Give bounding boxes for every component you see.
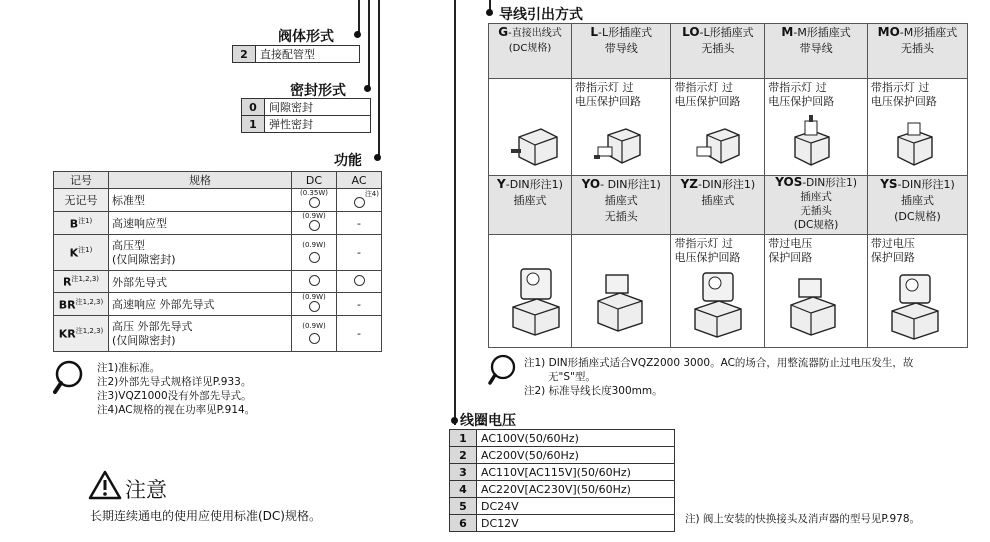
valve-device-icon xyxy=(693,119,745,167)
valve-device-icon xyxy=(888,117,940,169)
option-label: 间隙密封 xyxy=(265,99,371,116)
func-spec: 高速响应型 xyxy=(109,212,292,235)
table-row xyxy=(54,212,382,235)
din-connector-icon xyxy=(886,273,946,343)
available-mark xyxy=(309,252,320,263)
func-spec: 高压型 (仅间隙密封) xyxy=(109,235,292,271)
wiring-option: YO- DIN形注1) 插座式 无插头 xyxy=(572,176,671,235)
available-mark xyxy=(309,301,320,312)
option-label: DC24V xyxy=(477,498,675,515)
table-row xyxy=(54,316,382,352)
wiring-option: L-L形插座式 带导线 xyxy=(572,24,671,79)
option-code: 3 xyxy=(450,464,477,481)
wiring-cell xyxy=(489,79,572,176)
valve-device-icon xyxy=(785,115,837,169)
wiring-option: YZ-DIN形注1) 插座式 xyxy=(671,176,765,235)
option-code: 1 xyxy=(242,116,265,133)
seal-table xyxy=(241,98,371,133)
coil-table xyxy=(449,429,675,532)
valve-device-icon xyxy=(511,119,563,167)
wiring-option: MO-M形插座式 无插头 xyxy=(867,24,967,79)
wiring-option: LO-L形插座式 无插头 xyxy=(671,24,765,79)
table-row xyxy=(54,271,382,293)
wiring-caption: 带指示灯 过 电压保护回路 xyxy=(674,237,741,264)
function-table xyxy=(53,171,382,352)
caution-text: 长期连续通电的使用应使用标准(DC)规格。 xyxy=(90,509,321,523)
available-mark xyxy=(309,275,320,286)
din-connector-icon xyxy=(689,271,749,341)
left-note: 注2)外部先导式规格详见P.933。 xyxy=(97,376,252,388)
available-mark xyxy=(309,333,320,344)
dc-power: (0.9W) xyxy=(302,241,326,249)
wiring-cell xyxy=(671,79,765,176)
seal-title: 密封形式 xyxy=(290,83,346,99)
wiring-cell xyxy=(489,235,572,348)
din-connector-icon xyxy=(507,263,567,339)
available-mark xyxy=(309,197,320,208)
func-code: BR$^{注1,2,3)}$ xyxy=(54,293,109,316)
marker-dot xyxy=(486,9,493,16)
dc-cell xyxy=(292,316,337,352)
warning-icon xyxy=(88,470,122,500)
wiring-title: 导线引出方式 xyxy=(499,7,583,23)
option-code: 1 xyxy=(450,430,477,447)
valve-device-icon xyxy=(594,119,646,167)
table-row xyxy=(233,46,360,63)
header-dc: DC xyxy=(292,172,337,189)
dc-power: (0.35W) xyxy=(300,189,328,197)
wiring-image-row xyxy=(489,79,968,176)
table-row xyxy=(450,498,675,515)
dc-power: (0.9W) xyxy=(302,322,326,330)
wiring-option: YOS-DIN形注1) 插座式 无插头 (DC规格) xyxy=(765,176,868,235)
option-label: 直接配管型 xyxy=(256,46,360,63)
option-label: AC110V[AC115V](50/60Hz) xyxy=(477,464,675,481)
available-mark xyxy=(354,275,365,286)
table-row xyxy=(450,464,675,481)
table-row xyxy=(450,515,675,532)
wiring-caption: 带指示灯 过 电压保护回路 xyxy=(768,81,835,108)
wiring-caption: 带过电压 保护回路 xyxy=(870,237,915,264)
wiring-cell xyxy=(867,79,967,176)
available-mark xyxy=(309,220,320,231)
option-label: 弹性密封 xyxy=(265,116,371,133)
wiring-caption: 带指示灯 过 电压保护回路 xyxy=(575,81,642,108)
wiring-note: 注1) DIN形插座式适合VQZ2000 3000。AC的场合，用整流器防止过电压发生，故 xyxy=(524,357,914,369)
function-title: 功能 xyxy=(334,153,362,169)
option-label: DC12V xyxy=(477,515,675,532)
wiring-cell xyxy=(572,235,671,348)
header-ac: AC xyxy=(337,172,382,189)
option-label: AC100V(50/60Hz) xyxy=(477,430,675,447)
header-code: 记号 xyxy=(54,172,109,189)
func-code: $B^{注1)}$ xyxy=(54,212,109,235)
option-code: 4 xyxy=(450,481,477,498)
left-note: 注3)VQZ1000没有外部先导式。 xyxy=(97,390,252,402)
caution-title: 注意 xyxy=(125,478,167,502)
dc-power: (0.9W) xyxy=(302,293,326,301)
wiring-option: YS-DIN形注1) 插座式 (DC规格) xyxy=(867,176,967,235)
left-note: 注1)准标准。 xyxy=(97,362,161,374)
func-spec: 外部先导式 xyxy=(109,271,292,293)
table-row xyxy=(242,116,371,133)
wiring-option: M-M形插座式 带导线 xyxy=(765,24,868,79)
wiring-cell xyxy=(765,79,868,176)
wiring-option: G-直接出线式 (DC规格) xyxy=(489,24,572,79)
option-code: 5 xyxy=(450,498,477,515)
wiring-cell xyxy=(765,235,868,348)
valve-body-table xyxy=(232,45,360,63)
ac-cell xyxy=(337,189,382,212)
option-code: 2 xyxy=(233,46,256,63)
func-code: $K^{注1)}$ xyxy=(54,235,109,271)
connector-line xyxy=(378,0,380,158)
wiring-note: 无"S"型。 xyxy=(548,371,596,383)
dc-cell xyxy=(292,235,337,271)
ac-mark: - xyxy=(337,293,382,316)
din-connector-icon xyxy=(785,275,841,339)
wiring-caption: 带过电压 保护回路 xyxy=(768,237,813,264)
table-row xyxy=(450,430,675,447)
bottom-note: 注) 阀上安装的快换接头及消声器的型号见P.978。 xyxy=(685,513,921,525)
din-connector-icon xyxy=(592,271,648,335)
option-label: AC220V[AC230V](50/60Hz) xyxy=(477,481,675,498)
table-row xyxy=(450,447,675,464)
dc-cell xyxy=(292,189,337,212)
coil-title: 线圈电压 xyxy=(460,413,516,429)
header-spec: 规格 xyxy=(109,172,292,189)
wiring-header-row xyxy=(489,24,968,79)
wiring-cell xyxy=(671,235,765,348)
left-note: 注4)AC规格的视在功率见P.914。 xyxy=(97,404,256,416)
option-code: 0 xyxy=(242,99,265,116)
ac-mark: - xyxy=(337,316,382,352)
table-row xyxy=(54,189,382,212)
table-row xyxy=(242,99,371,116)
wiring-table xyxy=(488,23,968,348)
table-header xyxy=(54,172,382,189)
magnifier-icon xyxy=(487,352,523,388)
connector-line xyxy=(368,0,370,90)
option-code: 2 xyxy=(450,447,477,464)
dc-power: (0.9W) xyxy=(302,212,326,220)
marker-dot xyxy=(354,31,361,38)
ac-note: 注4) xyxy=(364,190,379,198)
wiring-caption: 带指示灯 过 电压保护回路 xyxy=(674,81,741,108)
dc-cell xyxy=(292,293,337,316)
marker-dot xyxy=(364,85,371,92)
ac-mark: - xyxy=(337,235,382,271)
func-code: KR$^{注1,2,3)}$ xyxy=(54,316,109,352)
dc-cell xyxy=(292,212,337,235)
table-row xyxy=(54,293,382,316)
func-spec: 高压 外部先导式 (仅间隙密封) xyxy=(109,316,292,352)
option-code: 6 xyxy=(450,515,477,532)
table-row xyxy=(450,481,675,498)
wiring-caption: 带指示灯 过 电压保护回路 xyxy=(870,81,937,108)
func-spec: 标准型 xyxy=(109,189,292,212)
ac-mark: - xyxy=(337,212,382,235)
connector-line xyxy=(454,0,456,425)
func-code: R$^{注1,2,3)}$ xyxy=(54,271,109,293)
option-label: AC200V(50/60Hz) xyxy=(477,447,675,464)
wiring-option: Y-DIN形注1) 插座式 xyxy=(489,176,572,235)
magnifier-icon xyxy=(52,358,92,398)
table-row xyxy=(54,235,382,271)
ac-cell xyxy=(337,271,382,293)
marker-dot xyxy=(451,417,458,424)
wiring-note: 注2) 标准导线长度300mm。 xyxy=(524,385,663,397)
marker-dot xyxy=(374,154,381,161)
wiring-cell xyxy=(867,235,967,348)
wiring-header-row xyxy=(489,176,968,235)
func-code: 无记号 xyxy=(54,189,109,212)
wiring-image-row xyxy=(489,235,968,348)
dc-cell xyxy=(292,271,337,293)
valve-body-title: 阀体形式 xyxy=(278,29,334,45)
wiring-cell xyxy=(572,79,671,176)
func-spec: 高速响应 外部先导式 xyxy=(109,293,292,316)
